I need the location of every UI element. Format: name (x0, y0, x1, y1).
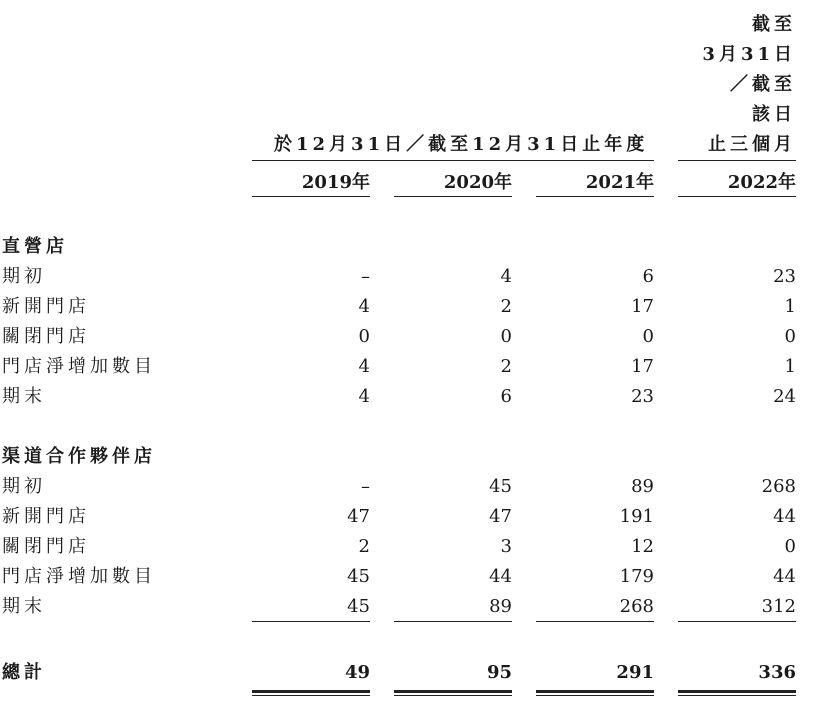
cell-value: 0 (500, 326, 512, 347)
row-label: 新開門店 (2, 296, 90, 317)
subtotal-rule-2019 (252, 621, 370, 622)
row-label: 期初 (2, 266, 46, 287)
cell-value: 6 (642, 266, 654, 287)
double-underline-2019 (252, 690, 370, 696)
row-label: 期末 (2, 596, 46, 617)
row-label: 門店淨增加數目 (2, 566, 156, 587)
total-value: 49 (344, 662, 370, 683)
header-col4-line-3: ／截至 (730, 74, 796, 95)
header-col4-line-2: 3月31日 (702, 44, 796, 65)
year-rule-2020 (394, 196, 512, 197)
cell-value: 44 (773, 566, 796, 587)
row-label: 新開門店 (2, 506, 90, 527)
row-label: 期初 (2, 476, 46, 497)
cell-value: 179 (619, 566, 654, 587)
cell-value: 45 (347, 596, 370, 617)
header-col4-line-5: 止三個月 (708, 134, 796, 155)
subtotal-rule-2022 (678, 621, 796, 622)
cell-value: 24 (773, 386, 796, 407)
year-header-2022: 2022年 (727, 172, 796, 193)
cell-value: 2 (500, 356, 512, 377)
year-rule-2022 (678, 196, 796, 197)
cell-value: 12 (631, 536, 654, 557)
year-header-2020: 2020年 (443, 172, 512, 193)
subtotal-rule-2020 (394, 621, 512, 622)
section-title-partner-stores: 渠道合作夥伴店 (2, 446, 156, 467)
cell-value: 44 (773, 506, 796, 527)
header-col4-line-1: 截至 (752, 14, 796, 35)
total-value: 336 (758, 662, 796, 683)
double-underline-2020 (394, 690, 512, 696)
col4-header-rule (678, 160, 796, 161)
header-col4-line-4: 該日 (752, 104, 796, 125)
cell-value: – (361, 266, 370, 287)
cell-value: 44 (489, 566, 512, 587)
cell-value: 312 (761, 596, 796, 617)
total-value: 95 (486, 662, 512, 683)
cell-value: 191 (619, 506, 654, 527)
cell-value: – (361, 476, 370, 497)
row-label: 期末 (2, 386, 46, 407)
cell-value: 2 (358, 536, 370, 557)
year-header-2021: 2021年 (585, 172, 654, 193)
year-rule-2019 (252, 196, 370, 197)
cell-value: 6 (500, 386, 512, 407)
row-label: 關閉門店 (2, 536, 90, 557)
cell-value: 0 (784, 326, 796, 347)
row-label: 門店淨增加數目 (2, 356, 156, 377)
cell-value: 1 (784, 356, 796, 377)
year-rule-2021 (536, 196, 654, 197)
cell-value: 0 (358, 326, 370, 347)
cell-value: 268 (761, 476, 796, 497)
cell-value: 4 (500, 266, 512, 287)
cell-value: 2 (500, 296, 512, 317)
total-value: 291 (616, 662, 654, 683)
group-header: 於12月31日／截至12月31日止年度 (274, 134, 649, 155)
subtotal-rule-2021 (536, 621, 654, 622)
year-header-2019: 2019年 (301, 172, 370, 193)
cell-value: 1 (784, 296, 796, 317)
cell-value: 47 (347, 506, 370, 527)
cell-value: 0 (642, 326, 654, 347)
cell-value: 89 (631, 476, 654, 497)
cell-value: 0 (784, 536, 796, 557)
total-label: 總計 (2, 662, 46, 683)
double-underline-2021 (536, 690, 654, 696)
cell-value: 17 (631, 296, 654, 317)
cell-value: 4 (358, 296, 370, 317)
group-header-rule (252, 160, 654, 161)
cell-value: 45 (489, 476, 512, 497)
section-title-direct-stores: 直營店 (2, 236, 68, 257)
cell-value: 17 (631, 356, 654, 377)
cell-value: 268 (619, 596, 654, 617)
cell-value: 45 (347, 566, 370, 587)
cell-value: 89 (489, 596, 512, 617)
cell-value: 4 (358, 356, 370, 377)
row-label: 關閉門店 (2, 326, 90, 347)
double-underline-2022 (678, 690, 796, 696)
cell-value: 3 (500, 536, 512, 557)
cell-value: 23 (631, 386, 654, 407)
cell-value: 23 (773, 266, 796, 287)
cell-value: 4 (358, 386, 370, 407)
cell-value: 47 (489, 506, 512, 527)
